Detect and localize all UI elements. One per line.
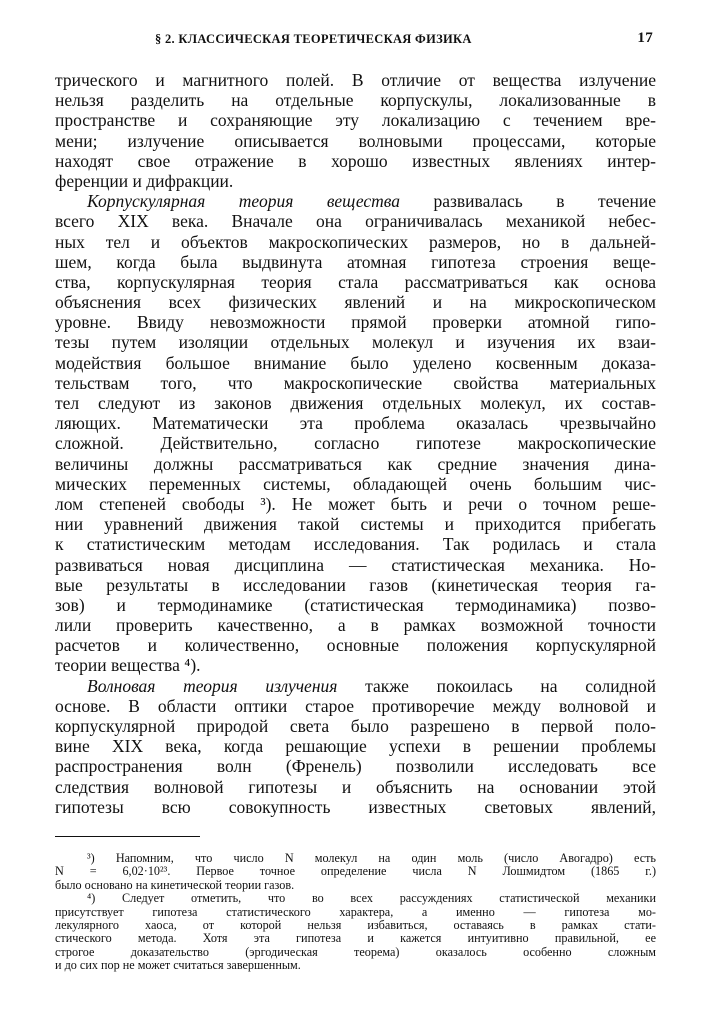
text-line: развиваться новая дисциплина — статистическая механика. Но- xyxy=(55,554,656,575)
text-line: Волновая теория излучения также покоилась на солидной xyxy=(87,675,656,696)
footnote-line: присутствует гипотеза статистического характера, а именно — гипотеза мо- xyxy=(55,905,656,919)
text-line: уровне. Ввиду невозможности прямой проверки атомной гипо- xyxy=(55,312,656,333)
text-line: зов) и термодинамике (статистическая термодинамика) позво- xyxy=(55,594,656,615)
text-line: объяснения всех физических явлений и на микроскопическом xyxy=(55,292,656,313)
text-line: мических переменных системы, обладающей очень большим чис- xyxy=(55,473,656,494)
page-number: 17 xyxy=(637,30,653,46)
italic-term: Корпускулярная теория вещества xyxy=(87,191,400,212)
text-line: расчетов и количественно, основные положения корпускулярной xyxy=(55,635,656,656)
text-line: тельствам того, что макроскопические свойства материальных xyxy=(55,372,656,393)
text-line: основе. В области оптики старое противоречие между волновой и xyxy=(55,695,656,716)
text-line: распространения волн (Френель) позволили исследовать все xyxy=(55,756,656,777)
text-line: теории вещества ⁴). xyxy=(55,655,201,676)
text-line: мени; излучение описывается волновыми процессами, которые xyxy=(55,130,656,151)
text-line: гипотезы всю совокупность известных световых явлений, xyxy=(55,796,656,817)
text-line: модействия большое внимание было уделено косвенным доказа- xyxy=(55,352,656,373)
text-line: пространстве и сохраняющие эту локализацию с течением вре- xyxy=(55,110,656,131)
text-line: корпускулярной природой света было разрешено в первой поло- xyxy=(55,716,656,736)
text-line: к статистическим методам исследования. Так родилась и стала xyxy=(55,534,656,555)
text-line: вине XIX века, когда решающие успехи в решении проблемы xyxy=(55,736,656,757)
footnote-line: ³) Напомним, что число N молекул на один моль (число Авогадро) есть xyxy=(87,852,656,865)
footnote-line: стического метода. Хотя эта гипотеза и кажется интуитивно правильной, ее xyxy=(55,932,656,946)
footnote-line: было основано на кинетической теории газов. xyxy=(55,878,295,892)
text-line: находят свое отражение в хорошо известных явлениях интер- xyxy=(55,150,656,171)
text-line: вые результаты в исследовании газов (кинетическая теория га- xyxy=(55,574,656,595)
text-line: нии уравнений движения такой системы и приходится прибегать xyxy=(55,514,656,535)
text-line: ференции и дифракции. xyxy=(55,170,234,191)
footnote-line: лекулярного хаоса, от которой нельзя избавиться, оставаясь в рамках стати- xyxy=(55,918,656,932)
section-title: § 2. КЛАССИЧЕСКАЯ ТЕОРЕТИЧЕСКАЯ ФИЗИКА xyxy=(155,32,472,46)
text-line: тел следуют из законов движения отдельных молекул, их состав- xyxy=(55,393,656,413)
footnote-line: строгое доказательство (эргодическая теорема) оказалось особенно сложным xyxy=(55,945,656,959)
text-line: сложной. Действительно, согласно гипотезе макроскопические xyxy=(55,433,656,454)
text-line: ляющих. Математически эта проблема оказалась чрезвычайно xyxy=(55,413,656,434)
text-line: тезы путем изоляции отдельных молекул и изучения их взаи- xyxy=(55,332,656,353)
footnote-line: и до сих пор не может считаться завершенным. xyxy=(55,959,301,973)
text-line: лом степеней свободы ³). Не может быть и речи о точном реше- xyxy=(55,493,656,514)
text-line: всего XIX века. Вначале она ограничивалась механикой небес- xyxy=(55,211,656,232)
footnote-divider xyxy=(55,836,200,837)
footnotes xyxy=(55,852,656,973)
text-line: Корпускулярная теория вещества развивалась в течение xyxy=(87,191,656,212)
italic-term: Волновая теория излучения xyxy=(87,675,338,696)
footnote-line: ⁴) Следует отметить, что во всех рассуждениях статистической механики xyxy=(87,892,656,906)
text-line: трического и магнитного полей. В отличие от вещества излучение xyxy=(55,70,656,90)
text-line: величины должны рассматриваться как средние значения дина- xyxy=(55,453,656,474)
main-text xyxy=(55,70,656,817)
text-line: лили проверить качественно, а в рамках возможной точности xyxy=(55,615,656,636)
text-line: ства, корпускулярная теория стала рассматриваться как основа xyxy=(55,271,656,292)
text-line: нельзя разделить на отдельные корпускулы, локализованные в xyxy=(55,90,656,111)
footnote-line: N = 6,02·10²³. Первое точное определение числа N Лошмидтом (1865 г.) xyxy=(55,865,656,879)
text-line: шем, когда была выдвинута атомная гипотеза строения веще- xyxy=(55,251,656,272)
text-line: следствия волновой гипотезы и объяснить на основании этой xyxy=(55,776,656,797)
running-header xyxy=(55,30,653,52)
text-line: ных тел и объектов макроскопических размеров, но в дальней- xyxy=(55,231,656,252)
